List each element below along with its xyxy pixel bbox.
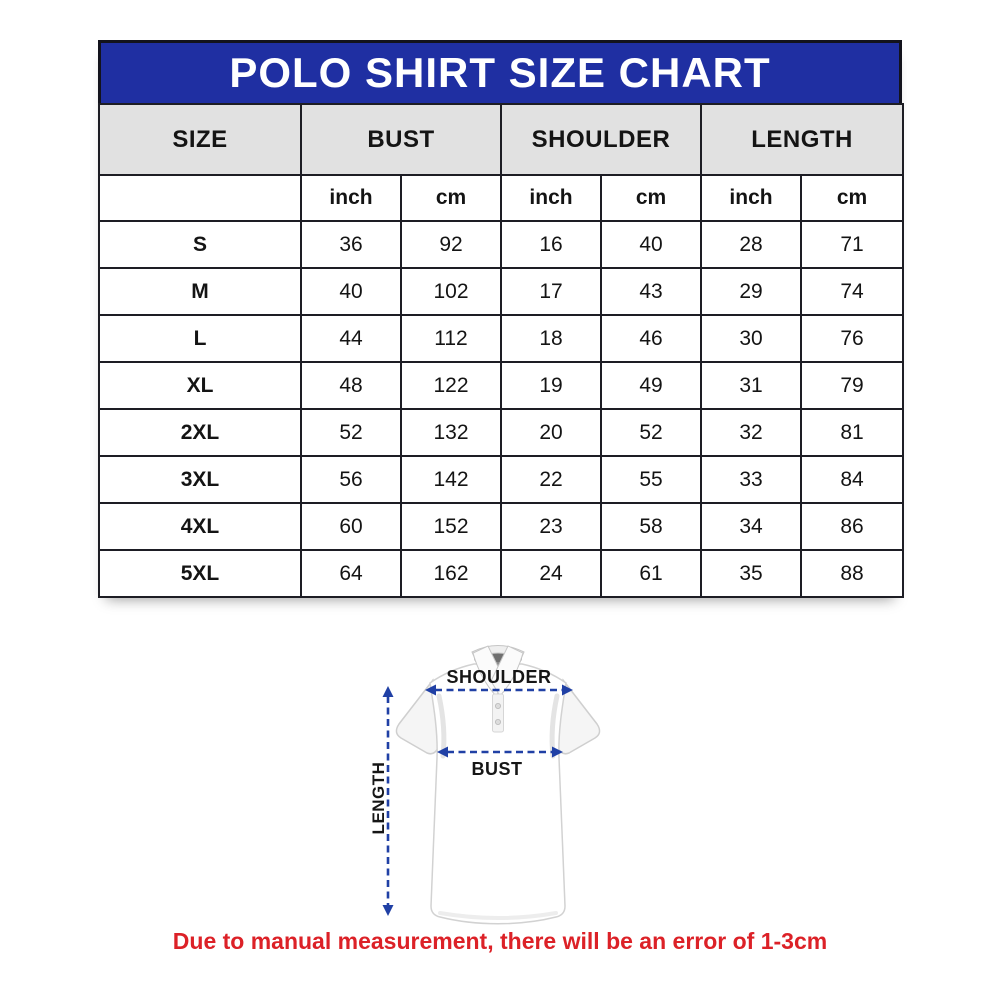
value-cell: 64 bbox=[301, 550, 401, 597]
unit-row-spacer bbox=[99, 175, 301, 221]
value-cell: 43 bbox=[601, 268, 701, 315]
table-header-row bbox=[99, 104, 903, 175]
value-cell: 34 bbox=[701, 503, 801, 550]
value-cell: 36 bbox=[301, 221, 401, 268]
value-cell: 18 bbox=[501, 315, 601, 362]
value-cell: 22 bbox=[501, 456, 601, 503]
column-header-shoulder: SHOULDER bbox=[501, 104, 701, 175]
value-cell: 49 bbox=[601, 362, 701, 409]
size-cell: XL bbox=[99, 362, 301, 409]
unit-header: cm bbox=[601, 175, 701, 221]
measurement-note: Due to manual measurement, there will be an error of 1-3cm bbox=[172, 928, 828, 954]
size-table bbox=[98, 103, 904, 598]
value-cell: 79 bbox=[801, 362, 903, 409]
unit-header: inch bbox=[701, 175, 801, 221]
value-cell: 16 bbox=[501, 221, 601, 268]
value-cell: 52 bbox=[601, 409, 701, 456]
value-cell: 88 bbox=[801, 550, 903, 597]
column-header-size: SIZE bbox=[99, 104, 301, 175]
value-cell: 33 bbox=[701, 456, 801, 503]
value-cell: 86 bbox=[801, 503, 903, 550]
value-cell: 61 bbox=[601, 550, 701, 597]
value-cell: 40 bbox=[601, 221, 701, 268]
size-cell: 5XL bbox=[99, 550, 301, 597]
value-cell: 71 bbox=[801, 221, 903, 268]
value-cell: 20 bbox=[501, 409, 601, 456]
column-header-bust: BUST bbox=[301, 104, 501, 175]
value-cell: 132 bbox=[401, 409, 501, 456]
polo-shirt-icon bbox=[396, 646, 599, 924]
value-cell: 74 bbox=[801, 268, 903, 315]
value-cell: 30 bbox=[701, 315, 801, 362]
value-cell: 76 bbox=[801, 315, 903, 362]
length-label: LENGTH bbox=[369, 761, 388, 835]
value-cell: 56 bbox=[301, 456, 401, 503]
value-cell: 81 bbox=[801, 409, 903, 456]
table-row bbox=[99, 268, 903, 315]
table-row bbox=[99, 409, 903, 456]
bust-label: BUST bbox=[471, 759, 523, 779]
value-cell: 55 bbox=[601, 456, 701, 503]
value-cell: 48 bbox=[301, 362, 401, 409]
value-cell: 40 bbox=[301, 268, 401, 315]
table-row bbox=[99, 503, 903, 550]
value-cell: 122 bbox=[401, 362, 501, 409]
unit-header: cm bbox=[401, 175, 501, 221]
unit-header: cm bbox=[801, 175, 903, 221]
table-row bbox=[99, 362, 903, 409]
value-cell: 46 bbox=[601, 315, 701, 362]
value-cell: 162 bbox=[401, 550, 501, 597]
value-cell: 112 bbox=[401, 315, 501, 362]
unit-header: inch bbox=[301, 175, 401, 221]
table-row bbox=[99, 315, 903, 362]
size-cell: L bbox=[99, 315, 301, 362]
page-title: POLO SHIRT SIZE CHART bbox=[98, 40, 902, 103]
size-cell: M bbox=[99, 268, 301, 315]
value-cell: 24 bbox=[501, 550, 601, 597]
value-cell: 60 bbox=[301, 503, 401, 550]
column-header-length: LENGTH bbox=[701, 104, 903, 175]
value-cell: 142 bbox=[401, 456, 501, 503]
value-cell: 92 bbox=[401, 221, 501, 268]
table-row bbox=[99, 550, 903, 597]
value-cell: 31 bbox=[701, 362, 801, 409]
value-cell: 32 bbox=[701, 409, 801, 456]
value-cell: 29 bbox=[701, 268, 801, 315]
value-cell: 52 bbox=[301, 409, 401, 456]
size-chart-panel bbox=[98, 40, 902, 598]
shoulder-label: SHOULDER bbox=[446, 667, 552, 687]
value-cell: 35 bbox=[701, 550, 801, 597]
value-cell: 58 bbox=[601, 503, 701, 550]
value-cell: 102 bbox=[401, 268, 501, 315]
table-row bbox=[99, 221, 903, 268]
value-cell: 84 bbox=[801, 456, 903, 503]
value-cell: 44 bbox=[301, 315, 401, 362]
size-cell: 2XL bbox=[99, 409, 301, 456]
size-cell: 3XL bbox=[99, 456, 301, 503]
value-cell: 19 bbox=[501, 362, 601, 409]
polo-shirt-diagram bbox=[355, 638, 645, 938]
value-cell: 152 bbox=[401, 503, 501, 550]
size-cell: 4XL bbox=[99, 503, 301, 550]
measurement-diagram bbox=[355, 638, 645, 938]
table-units-row bbox=[99, 175, 903, 221]
value-cell: 17 bbox=[501, 268, 601, 315]
size-cell: S bbox=[99, 221, 301, 268]
unit-header: inch bbox=[501, 175, 601, 221]
value-cell: 28 bbox=[701, 221, 801, 268]
value-cell: 23 bbox=[501, 503, 601, 550]
table-row bbox=[99, 456, 903, 503]
